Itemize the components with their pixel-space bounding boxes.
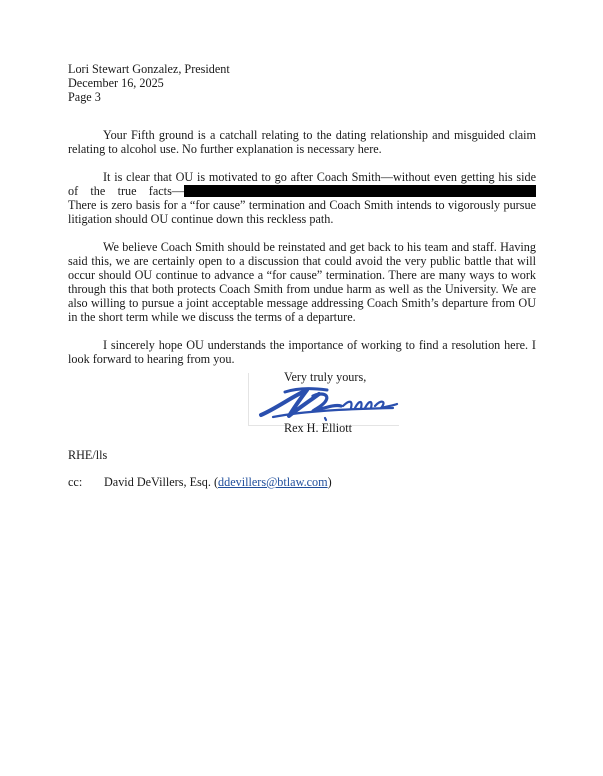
signer-name: Rex H. Elliott [284, 421, 353, 435]
redaction-bar [184, 185, 536, 197]
cc-line [68, 475, 332, 489]
typist-initials: RHE/lls [68, 448, 108, 462]
recipient-line: Lori Stewart Gonzalez, President [68, 62, 230, 76]
paragraph-motivation [68, 170, 536, 226]
page-number: Page 3 [68, 90, 101, 104]
closing-salutation: Very truly yours, [284, 370, 367, 384]
date-line: December 16, 2025 [68, 76, 164, 90]
paragraph-resolution: I sincerely hope OU understands the importance of working to find a resolution here. I look forward to hearing from you. [68, 338, 536, 366]
paragraph-reinstatement: We believe Coach Smith should be reinstated and get back to his team and staff. Having said this, we are certainly open to a discussion that could avoid the very public battle that will occur should OU continue to advance a “for cause” termination. There are many ways to work through this that both protects Coach Smith from undue harm as well as the University. We are also willing to pursue a joint acceptable message addressing Coach Smith’s departure from OU in the short term while we discuss the terms of a departure. [68, 240, 536, 324]
cc-close: ) [327, 475, 332, 489]
paragraph-motivation-start: It is clear that OU is motivated to go after Coach Smith—without even getting his side of the true facts— [68, 170, 536, 198]
handwritten-signature [255, 384, 400, 424]
cc-recipient: David DeVillers, Esq. ( [104, 475, 219, 489]
cc-label: cc: [68, 475, 83, 489]
paragraph-motivation-end: There is zero basis for a “for cause” termination and Coach Smith intends to vigorously pursue litigation should OU continue down this reckless path. [68, 198, 536, 226]
letter-body [68, 128, 536, 380]
paragraph-fifth-ground: Your Fifth ground is a catchall relating to the dating relationship and misguided claim relating to alcohol use. No further explanation is necessary here. [68, 128, 536, 156]
cc-email-link[interactable]: ddevillers@btlaw.com [218, 475, 328, 489]
letter-header [68, 62, 230, 104]
